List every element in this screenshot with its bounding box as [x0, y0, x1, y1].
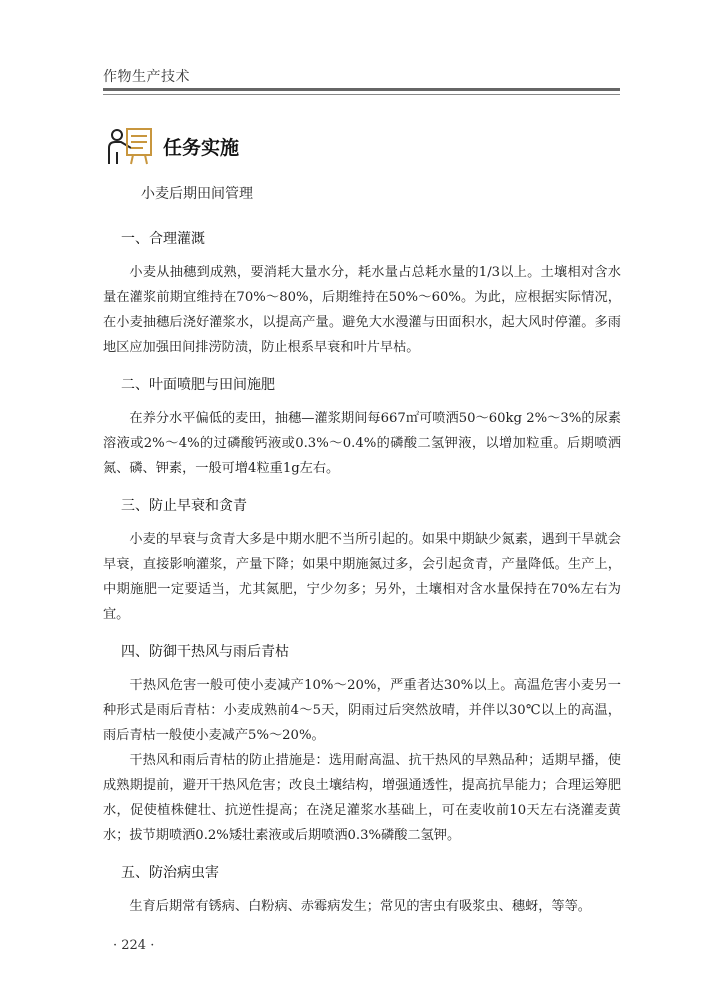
- page-number: · 224 ·: [113, 938, 155, 953]
- section-pest-control: [103, 862, 621, 919]
- body-paragraph: 干热风和雨后青枯的防止措施是：选用耐高温、抗干热风的早熟品种；适期早播，使成熟期提前，避开干热风危害；改良土壤结构，增强通透性，提高抗旱能力；合理运筹肥水，促使植株健壮、抗逆性提高；在浇足灌浆水基础上，可在麦收前10天左右浇灌麦黄水；拔节期喷洒0.2%矮壮素液或后期喷洒0.3%磷酸二氢钾。: [103, 753, 621, 843]
- body-paragraph: 小麦的早衰与贪青大多是中期水肥不当所引起的。如果中期缺少氮素，遇到干旱就会早衰，直接影响灌浆，产量下降；如果中期施氮过多，会引起贪青，产量降低。生产上，中期施肥一定要适当，尤其氮肥，宁少勿多；另外，土壤相对含水量保持在70%左右为宜。: [103, 532, 621, 622]
- header-rule: [103, 88, 620, 91]
- section-heading: 四、防御干热风与雨后青枯: [121, 644, 289, 660]
- section-irrigation: [103, 228, 621, 360]
- running-header-title: 作物生产技术: [103, 69, 190, 85]
- body-paragraph: 小麦从抽穗到成熟，要消耗大量水分，耗水量占总耗水量的1/3以上。土壤相对含水量在灌浆前期宜维持在70%～80%，后期维持在50%～60%。为此，应根据实际情况，在小麦抽穗后浇好灌浆水，以提高产量。避免大水漫灌与田面积水，起大风时停灌。多雨地区应加强田间排涝防渍，防止根系早衰和叶片早枯。: [103, 265, 621, 355]
- section-prevent-senescence: [103, 495, 621, 627]
- body-paragraph: 生育后期常有锈病、白粉病、赤霉病发生；常见的害虫有吸浆虫、穗蚜，等等。: [129, 899, 591, 914]
- section-heading: 二、叶面喷肥与田间施肥: [121, 377, 275, 393]
- section-heading: 五、防治病虫害: [121, 865, 219, 881]
- body-paragraph: 在养分水平偏低的麦田，抽穗—灌浆期间每667㎡可喷洒50～60kg 2%～3%的尿素溶液或2%～4%的过磷酸钙液或0.3%～0.4%的磷酸二氢钾液，以增加粒重。后期喷洒氮、磷、钾素，一般可增4粒重1g左右。: [103, 411, 621, 476]
- body-content: [103, 228, 621, 933]
- section-dry-hot-wind: [103, 641, 621, 848]
- section-heading: 三、防止早衰和贪青: [121, 498, 247, 514]
- section-foliar-fertilizer: [103, 374, 621, 481]
- section-heading: 一、合理灌溉: [121, 231, 205, 247]
- header-rule-thin: [103, 94, 620, 95]
- task-section-title: 任务实施: [163, 137, 240, 159]
- task-subtitle: 小麦后期田间管理: [141, 186, 253, 202]
- body-paragraph: 干热风危害一般可使小麦减产10%～20%，严重者达30%以上。高温危害小麦另一种形式是雨后青枯：小麦成熟前4～5天，阴雨过后突然放晴，并伴以30℃以上的高温，雨后青枯一般使小麦减产5%～20%。: [103, 678, 621, 743]
- presenter-board-icon: [107, 126, 155, 166]
